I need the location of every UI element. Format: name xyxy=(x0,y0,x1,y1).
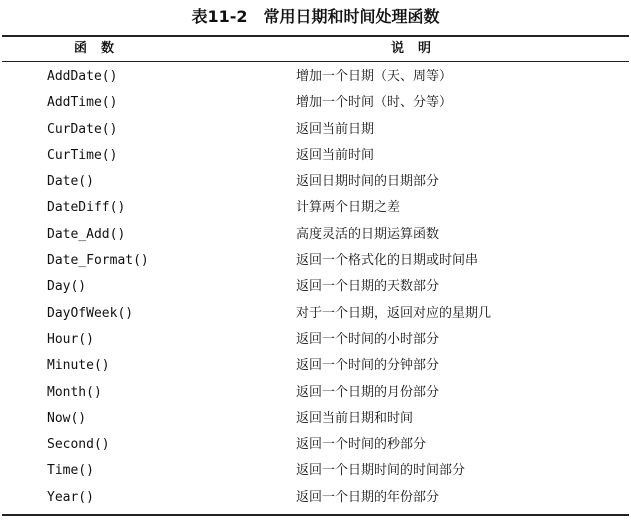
function-description: 返回一个日期时间的时间部分 xyxy=(296,463,466,479)
function-name: Now() xyxy=(47,410,87,426)
function-name: CurTime() xyxy=(47,147,118,163)
table-row xyxy=(0,143,631,169)
function-name: Month() xyxy=(47,384,102,400)
function-name: Date() xyxy=(47,174,94,190)
function-description: 返回当前日期 xyxy=(296,121,375,137)
function-name: Date_Add() xyxy=(47,226,126,242)
table-bottom-rule xyxy=(2,514,629,516)
table-row xyxy=(0,248,631,274)
function-name: Date_Format() xyxy=(47,253,149,269)
header-function: 函数 xyxy=(74,41,129,56)
function-name: Day() xyxy=(47,279,87,295)
function-description: 返回当前时间 xyxy=(296,147,375,163)
table-row xyxy=(0,195,631,221)
function-description: 计算两个日期之差 xyxy=(296,200,401,216)
function-description: 对于一个日期，返回对应的星期几 xyxy=(296,305,492,321)
function-description: 返回一个时间的小时部分 xyxy=(296,331,440,347)
function-name: DateDiff() xyxy=(47,200,126,216)
table-row xyxy=(0,353,631,379)
table-row xyxy=(0,274,631,300)
table-row xyxy=(0,64,631,90)
function-description: 返回当前日期和时间 xyxy=(296,410,414,426)
table-row xyxy=(0,169,631,195)
table-row xyxy=(0,301,631,327)
function-description: 返回一个日期的年份部分 xyxy=(296,489,440,505)
function-description: 返回一个时间的秒部分 xyxy=(296,437,427,453)
function-description: 返回日期时间的日期部分 xyxy=(296,174,440,190)
table-row xyxy=(0,485,631,511)
function-description: 返回一个时间的分钟部分 xyxy=(296,358,440,374)
table-header-rule xyxy=(2,61,629,62)
function-name: Second() xyxy=(47,437,110,453)
function-name: CurDate() xyxy=(47,121,118,137)
function-name: DayOfWeek() xyxy=(47,305,134,321)
table-row xyxy=(0,458,631,484)
table-row xyxy=(0,380,631,406)
table-row xyxy=(0,90,631,116)
function-name: Hour() xyxy=(47,331,94,347)
table-body xyxy=(0,64,631,511)
function-name: Time() xyxy=(47,463,94,479)
table-row xyxy=(0,117,631,143)
function-description: 增加一个日期（天、周等） xyxy=(296,69,453,84)
function-name: AddDate() xyxy=(47,69,118,84)
table-caption: 表11-2 常用日期和时间处理函数 xyxy=(191,7,440,26)
function-description: 高度灵活的日期运算函数 xyxy=(296,226,440,242)
function-description: 返回一个日期的月份部分 xyxy=(296,384,440,400)
function-name: Year() xyxy=(47,489,94,505)
table-row xyxy=(0,222,631,248)
table-row xyxy=(0,327,631,353)
table-row xyxy=(0,432,631,458)
function-name: AddTime() xyxy=(47,95,118,111)
function-description: 返回一个格式化的日期或时间串 xyxy=(296,253,479,269)
function-name: Minute() xyxy=(47,358,110,374)
table-row xyxy=(0,406,631,432)
function-description: 增加一个时间（时、分等） xyxy=(296,95,453,111)
function-description: 返回一个日期的天数部分 xyxy=(296,279,440,295)
header-description: 说明 xyxy=(391,41,446,56)
